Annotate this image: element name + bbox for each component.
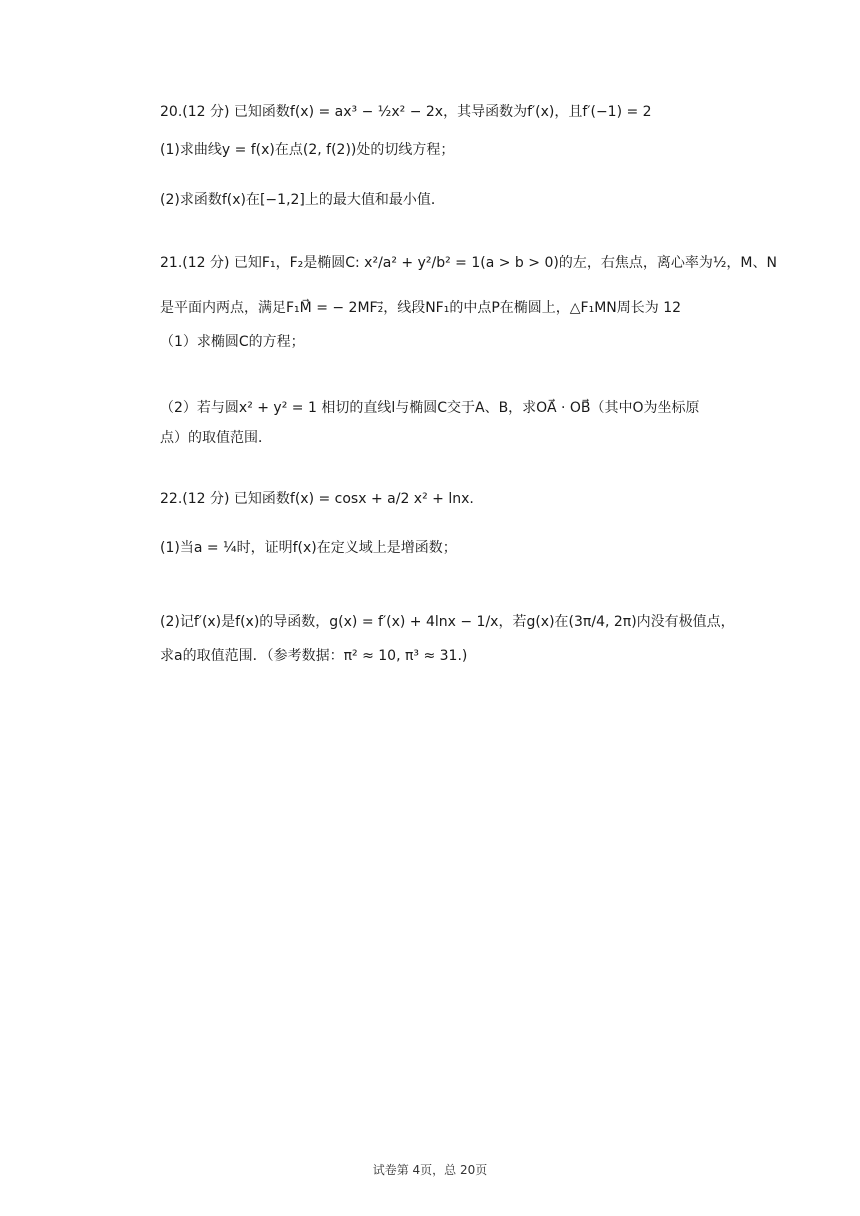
q20-header: 20.(12 分) 已知函数f(x) = ax³ − ½x² − 2x，其导函数为f′(x)，且f′(−1) = 2 — [160, 104, 652, 120]
q22-part2: (2)记f′(x)是f(x)的导函数，g(x) = f′(x) + 4lnx − 1/x，若g(x)在(3π/4, 2π)内没有极值点， — [160, 614, 735, 630]
page-footer: 试卷第 4页，总 20页 — [372, 1163, 488, 1177]
q20-part2: (2)求函数f(x)在[−1,2]上的最大值和最小值． — [160, 192, 445, 208]
q21-part2: （2）若与圆x² + y² = 1 相切的直线l与椭圆C交于A、B，求OA⃗ · OB⃗（其中O为坐标原 — [160, 400, 700, 416]
q22-part2-cont: 求a的取值范围．（参考数据：π² ≈ 10, π³ ≈ 31.) — [160, 648, 468, 664]
q20-part1: (1)求曲线y = f(x)在点(2, f(2))处的切线方程； — [160, 142, 455, 158]
q22-part1: (1)当a = ¼时，证明f(x)在定义域上是增函数； — [160, 540, 457, 556]
q22-header: 22.(12 分) 已知函数f(x) = cosx + a/2 x² + lnx. — [160, 491, 474, 507]
q21-header: 21.(12 分) 已知F₁，F₂是椭圆C: x²/a² + y²/b² = 1(a > b > 0)的左，右焦点，离心率为½，M、N — [160, 255, 777, 271]
q21-part1: （1）求椭圆C的方程； — [160, 334, 305, 350]
q21-part2-cont: 点）的取值范围． — [160, 430, 272, 446]
q21-header-cont: 是平面内两点，满足F₁M⃗ = − 2MF₂⃗，线段NF₁的中点P在椭圆上，△F₁MN周长为 12 — [160, 300, 682, 316]
